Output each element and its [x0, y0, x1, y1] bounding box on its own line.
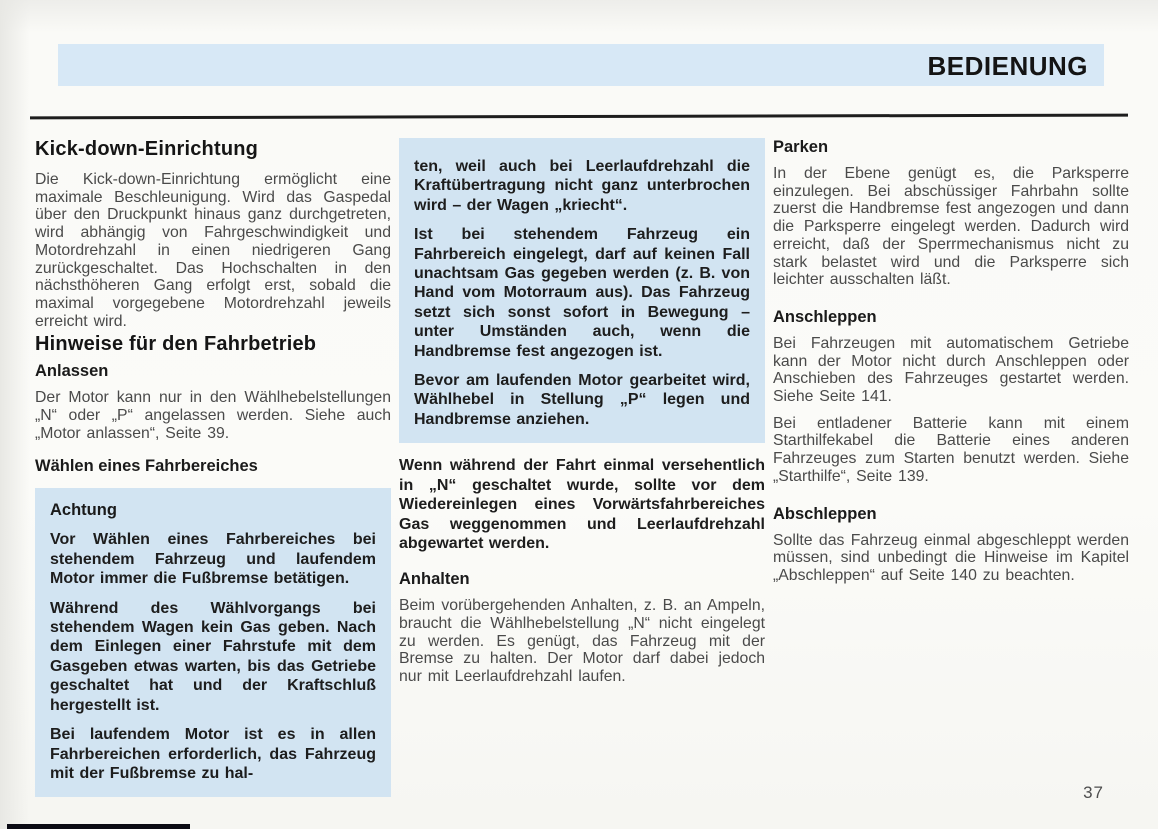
warning-box-title: Achtung — [50, 501, 117, 520]
warning-paragraph: Ist bei stehendem Fahrzeug ein Fahrbereich eingelegt, darf auf keinen Fall unachtsam Gas gegeben werden (z. B. von Hand vom Motorraum aus). Das Fahrzeug setzt sich sonst sofort in Bewegung – unter Umständen auch, wenn die Handbremse fest angezogen ist. — [414, 226, 750, 360]
anschleppen-paragraph: Bei entladener Batterie kann mit einem Starthilfekabel die Batterie eines anderen Fahrzeuges zum Starten benutzt werden. Siehe „Starthilfe“, Seite 139. — [773, 414, 1129, 485]
warning-paragraph: Vor Wählen eines Fahrbereiches bei stehendem Fahrzeug und laufendem Motor immer die Fußbremse betätigen. — [50, 531, 376, 588]
waehlen-subheading: Wählen eines Fahrbereiches — [35, 457, 258, 476]
warning-paragraph: ten, weil auch bei Leerlaufdrehzahl die Kraftübertragung nicht ganz unterbrochen wird – der Wagen „kriecht“. — [414, 158, 750, 214]
anschleppen-subheading: Anschleppen — [773, 307, 877, 326]
parken-subheading: Parken — [773, 138, 829, 156]
parken-paragraph: In der Ebene genügt es, die Parksperre einzulegen. Bei abschüssiger Fahrbahn sollte zuerst die Handbremse fest angezogen und dann die Parksperre eingelegt werden. Dadurch wird erreicht, daß der Sperrmechanismus nicht zu stark belastet wird und die Parksperre sich leichter ausschalten läßt. — [773, 165, 1129, 289]
warning-paragraph: Bei laufendem Motor ist es in allen Fahrbereichen erforderlich, das Fahrzeug mit der Fußbremse zu hal- — [50, 726, 376, 782]
header-divider-rule — [30, 114, 1128, 119]
achtung-warning-box — [35, 488, 391, 797]
anhalten-paragraph: Beim vorübergehenden Anhalten, z. B. an Ampeln, braucht die Wählhebelstellung „N“ nicht eingelegt zu werden. Es genügt, das Fahrzeug mit der Bremse zu halten. Der Motor darf dabei jedoch nur mit Leerlaufdrehzahl laufen. — [399, 597, 765, 686]
column-left — [35, 135, 391, 797]
abschleppen-paragraph: Sollte das Fahrzeug einmal abgeschleppt werden müssen, sind unbedingt die Hinweise im Kapitel „Abschleppen“ auf Seite 140 zu beachten. — [773, 531, 1129, 584]
text-columns — [35, 135, 1129, 797]
chapter-title: BEDIENUNG — [927, 51, 1088, 81]
page-number: 37 — [1083, 783, 1104, 802]
anlassen-paragraph: Der Motor kann nur in den Wählhebelstellungen „N“ oder „P“ angelassen werden. Siehe auch „Motor anlassen“, Seite 39. — [35, 389, 391, 442]
warning-box-continued — [399, 138, 765, 443]
chapter-header-bar — [58, 44, 1104, 86]
warning-paragraph: Bevor am laufenden Motor gearbeitet wird, Wählhebel in Stellung „P“ legen und Handbremse anziehen. — [414, 372, 750, 428]
anhalten-subheading: Anhalten — [399, 570, 470, 589]
column-right — [773, 135, 1129, 797]
scan-edge-shading — [0, 0, 30, 829]
warning-paragraph: Während des Wählvorgangs bei stehendem Wagen kein Gas geben. Nach dem Einlegen einer Fahrstufe mit dem Gasgeben etwas warten, bis das Getriebe geschaltet hat und der Kraftschluß hergestellt ist. — [50, 599, 376, 714]
anlassen-subheading: Anlassen — [35, 362, 109, 381]
neutral-shift-note: Wenn während der Fahrt einmal versehentlich in „N“ geschaltet wurde, sollte vor dem Wiedereinlegen eines Vorwärtsfahrbereiches Gas weggenommen und Leerlaufdrehzahl abgewartet werden. — [399, 457, 765, 552]
fahrbetrieb-section-title: Hinweise für den Fahrbetrieb — [35, 333, 317, 356]
kickdown-paragraph: Die Kick-down-Einrichtung ermöglicht eine maximale Beschleunigung. Wird das Gaspedal über den Druckpunkt hinaus ganz durchgetreten, wird abhängig von Fahrgeschwindigkeit und Motordrehzahl in einen niedrigeren Gang zurückgeschaltet. Das Hochschalten in den nächsthöheren Gang erfolgt erst, sobald die maximal vorgegebene Motordrehzahl jeweils erreicht wird. — [35, 171, 391, 330]
scan-artifact-bar — [7, 824, 190, 829]
column-middle — [399, 135, 765, 797]
anschleppen-paragraph: Bei Fahrzeugen mit automatischem Getriebe kann der Motor nicht durch Anschleppen oder Anschieben des Fahrzeuges gestartet werden. Siehe Seite 141. — [773, 334, 1129, 406]
kickdown-section-title: Kick-down-Einrichtung — [35, 138, 259, 160]
abschleppen-subheading: Abschleppen — [773, 504, 877, 523]
